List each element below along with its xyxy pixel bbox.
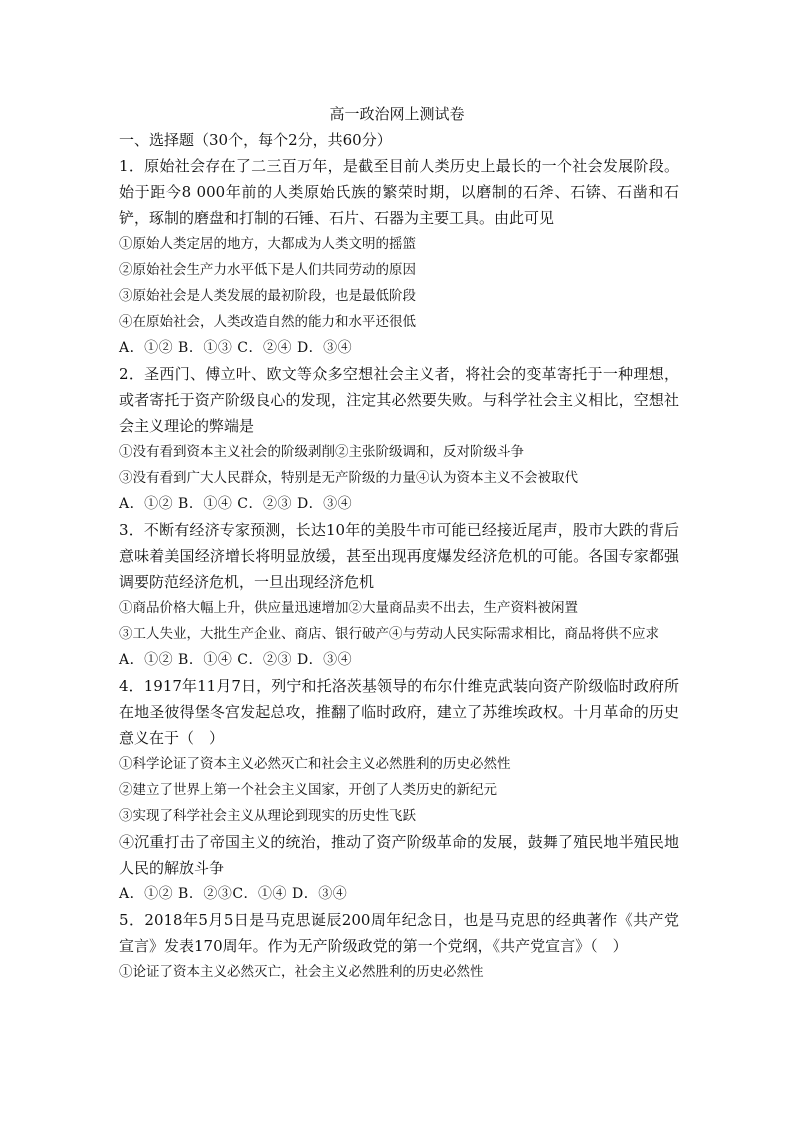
question-option: ①论证了资本主义必然灭亡，社会主义必然胜利的历史必然性 <box>119 964 484 980</box>
answer-choices: A．①② B．①③ C．②④ D．③④ <box>119 340 353 356</box>
answer-choices: A．①② B．②③C．①④ D．③④ <box>119 886 348 902</box>
question-option: ①没有看到资本主义社会的阶级剥削②主张阶级调和，反对阶级斗争 <box>119 444 524 460</box>
question-option: ③实现了科学社会主义从理论到现实的历史性飞跃 <box>119 808 416 824</box>
question-1 <box>119 153 679 361</box>
question-option: ③没有看到广大人民群众，特别是无产阶级的力量④认为资本主义不会被取代 <box>119 470 578 486</box>
question-4 <box>119 673 679 907</box>
question-option: ①科学论证了资本主义必然灭亡和社会主义必然胜利的历史必然性 <box>119 756 511 772</box>
question-2 <box>119 361 679 517</box>
question-option: ③工人失业，大批生产企业、商店、银行破产④与劳动人民实际需求相比，商品将供不应求 <box>119 626 659 642</box>
question-option: ①商品价格大幅上升，供应量迅速增加②大量商品卖不出去，生产资料被闲置 <box>119 600 578 616</box>
exam-title: 高一政治网上测试卷 <box>329 105 465 123</box>
exam-content <box>119 127 679 985</box>
question-option: ②原始社会生产力水平低下是人们共同劳动的原因 <box>119 262 416 278</box>
question-stem: 4．1917年11月7日，列宁和托洛茨基领导的布尔什维克武装向资产阶级临时政府所在地圣彼得堡冬宫发起总攻，推翻了临时政府，建立了苏维埃政权。十月革命的历史意义在于（ ） <box>119 677 679 747</box>
answer-choices: A．①② B．①④ C．②③ D．③④ <box>119 652 353 668</box>
question-stem: 1．原始社会存在了二三百万年，是截至目前人类历史上最长的一个社会发展阶段。始于距今8 000年前的人类原始氏族的繁荣时期，以磨制的石斧、石锛、石凿和石铲，琢制的磨盘和打制的石锤、石片、石器为主要工具。由此可见 <box>119 157 679 227</box>
question-stem: 5．2018年5月5日是马克思诞辰200周年纪念日，也是马克思的经典著作《共产党宣言》发表170周年。作为无产阶级政党的第一个党纲，《共产党宣言》（ ） <box>119 911 679 955</box>
question-stem: 2．圣西门、傅立叶、欧文等众多空想社会主义者，将社会的变革寄托于一种理想，或者寄托于资产阶级良心的发现，注定其必然要失败。与科学社会主义相比，空想社会主义理论的弊端是 <box>119 365 679 435</box>
question-option: ①原始人类定居的地方，大都成为人类文明的摇篮 <box>119 236 416 252</box>
question-option: ④沉重打击了帝国主义的统治，推动了资产阶级革命的发展，鼓舞了殖民地半殖民地人民的解放斗争 <box>119 833 679 877</box>
answer-choices: A．①② B．①④ C．②③ D．③④ <box>119 496 353 512</box>
question-3 <box>119 517 679 673</box>
question-5 <box>119 907 679 985</box>
question-option: ②建立了世界上第一个社会主义国家，开创了人类历史的新纪元 <box>119 782 497 798</box>
question-option: ④在原始社会，人类改造自然的能力和水平还很低 <box>119 314 416 330</box>
question-stem: 3．不断有经济专家预测，长达10年的美股牛市可能已经接近尾声，股市大跌的背后意味着美国经济增长将明显放缓，甚至出现再度爆发经济危机的可能。各国专家都强调要防范经济危机，一旦出现经济危机 <box>119 521 679 591</box>
section-heading: 一、选择题（30个，每个2分，共60分） <box>119 131 392 149</box>
question-option: ③原始社会是人类发展的最初阶段，也是最低阶段 <box>119 288 416 304</box>
